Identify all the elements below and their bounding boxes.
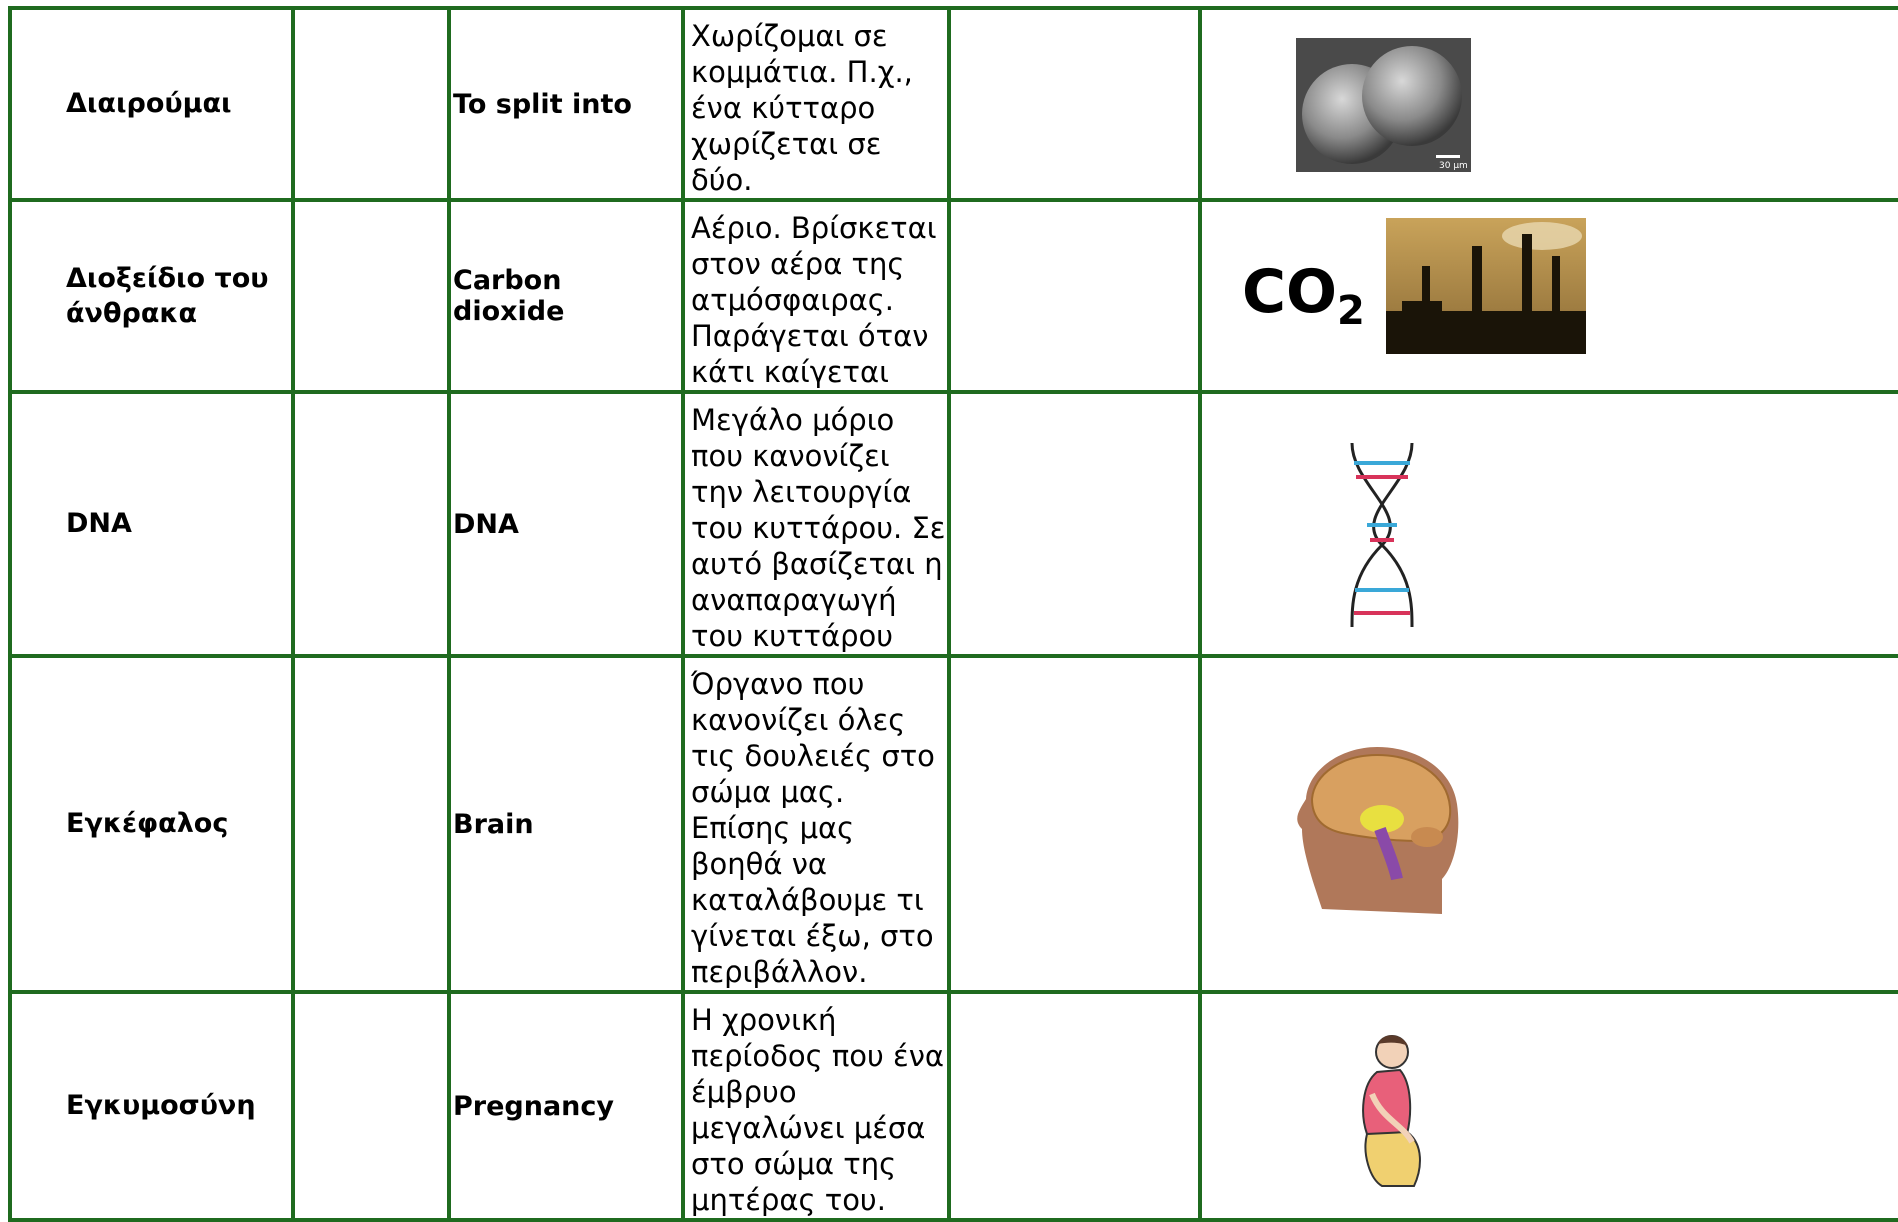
definition: Όργανο που κανονίζει όλες τις δουλειές στο σώμα μας. Επίσης μας βοηθά να καταλάβουμε τι γίνεται έξω, στο περιβάλλον. — [683, 656, 949, 992]
co2-formula: $CO_2$ — [1242, 257, 1365, 334]
image-cell — [1200, 392, 1898, 656]
english-term: Carbon dioxide — [449, 200, 683, 392]
empty-cell — [949, 656, 1200, 992]
empty-cell — [949, 8, 1200, 200]
empty-cell — [293, 992, 449, 1220]
table-row — [10, 200, 1898, 392]
table-row — [10, 8, 1898, 200]
empty-cell — [949, 392, 1200, 656]
empty-cell — [949, 200, 1200, 392]
english-term: To split into — [449, 8, 683, 200]
definition: Αέριο. Βρίσκεται στον αέρα της ατμόσφαιρας. Παράγεται όταν κάτι καίγεται — [683, 200, 949, 392]
english-term: DNA — [449, 392, 683, 656]
image-cell — [1200, 200, 1898, 392]
table-row — [10, 656, 1898, 992]
dna-helix-icon — [1202, 415, 1898, 633]
definition: Η χρονική περίοδος που ένα έμβρυο μεγαλώνει μέσα στο σώμα της μητέρας του. — [683, 992, 949, 1220]
english-term: Pregnancy — [449, 992, 683, 1220]
empty-cell — [293, 8, 449, 200]
factory-smoke-icon — [1386, 218, 1586, 354]
pregnant-woman-icon — [1202, 1024, 1898, 1188]
definition: Μεγάλο μόριο που κανονίζει την λειτουργία του κυττάρου. Σε αυτό βασίζεται η αναπαραγωγή του κυττάρου — [683, 392, 949, 656]
empty-cell — [293, 392, 449, 656]
dividing-cell-micrograph-icon — [1202, 34, 1898, 174]
brain-head-icon — [1202, 729, 1898, 919]
empty-cell — [293, 200, 449, 392]
image-cell — [1200, 656, 1898, 992]
image-cell — [1200, 992, 1898, 1220]
empty-cell — [293, 656, 449, 992]
greek-term: Διοξείδιο του άνθρακα — [10, 200, 293, 392]
greek-term: Εγκέφαλος — [10, 656, 293, 992]
greek-term: Εγκυμοσύνη — [10, 992, 293, 1220]
image-cell — [1200, 8, 1898, 200]
greek-term: DNA — [10, 392, 293, 656]
scale-label: 30 μm — [1439, 161, 1468, 171]
empty-cell — [949, 992, 1200, 1220]
english-term: Brain — [449, 656, 683, 992]
table-row — [10, 992, 1898, 1220]
vocabulary-table — [8, 6, 1898, 1222]
table-row — [10, 392, 1898, 656]
greek-term: Διαιρούμαι — [10, 8, 293, 200]
co2-image — [1202, 216, 1898, 376]
definition: Χωρίζομαι σε κομμάτια. Π.χ., ένα κύτταρο χωρίζεται σε δύο. — [683, 8, 949, 200]
